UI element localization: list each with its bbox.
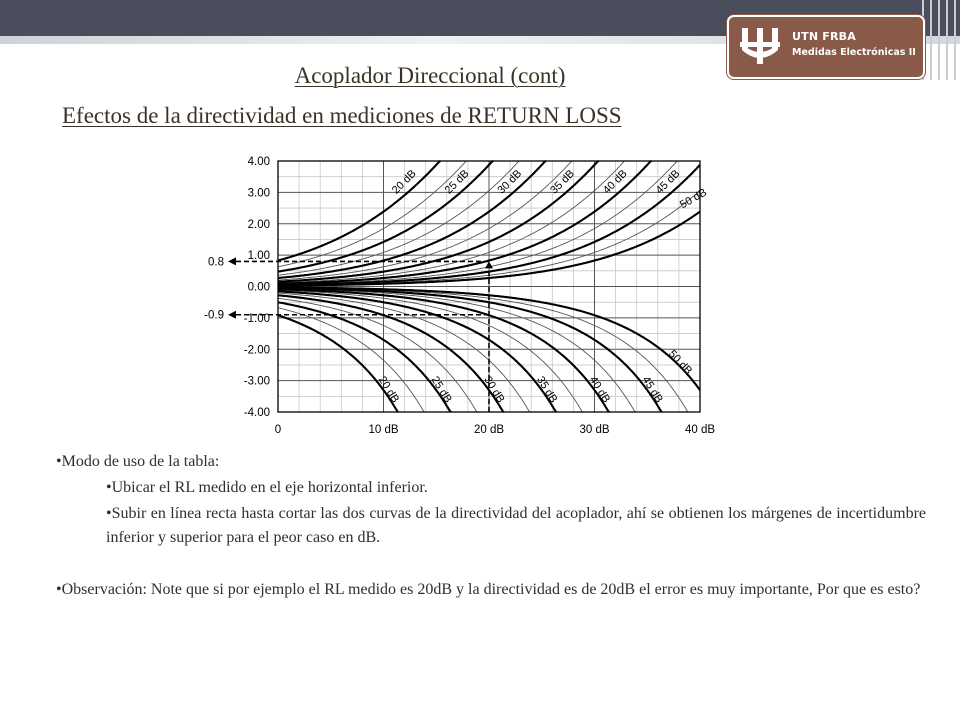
- bullet-usage-heading: •Modo de uso de la tabla:: [56, 453, 220, 470]
- lower-error-label: -0.9: [204, 309, 224, 322]
- y-tick-label: 3.00: [247, 187, 270, 200]
- series-label-lower: 25 dB: [428, 374, 454, 406]
- logo-title: UTN FRBA: [792, 30, 856, 43]
- series-label-upper: 50 dB: [678, 186, 709, 212]
- series-label-lower: 30 dB: [481, 374, 507, 406]
- series-label-upper: 30 dB: [495, 167, 525, 197]
- series-label-upper: 20 dB: [389, 167, 419, 197]
- upper-error-arrowhead: [228, 257, 236, 265]
- return-loss-chart: [0, 140, 960, 440]
- x-tick-label: 20 dB: [473, 424, 505, 436]
- utn-emblem-icon: [739, 26, 781, 66]
- y-tick-label: -3.00: [243, 375, 270, 388]
- lower-error-arrowhead: [228, 311, 236, 319]
- upper-error-label: 0.8: [208, 256, 224, 269]
- y-tick-label: -4.00: [243, 407, 270, 419]
- bullet-go-up: •Subir en línea recta hasta cortar las dos curvas de la directividad del acoplador, ahí se obtienen los márgenes de incertidumbre inferior y superior para el peor caso en dB.: [106, 505, 926, 546]
- x-tick-label: 30 dB: [579, 424, 610, 436]
- slide-subtitle: Efectos de la directividad en mediciones de RETURN LOSS: [62, 103, 622, 128]
- y-tick-label: -2.00: [243, 344, 270, 357]
- series-label-lower: 45 dB: [639, 374, 665, 406]
- series-label-upper: 35 dB: [548, 167, 577, 197]
- series-label-lower: 40 dB: [586, 374, 613, 406]
- bullet-locate-rl: •Ubicar el RL medido en el eje horizontal inferior.: [106, 479, 428, 496]
- x-tick-label: 10 dB: [368, 424, 399, 436]
- series-label-upper: 40 dB: [600, 167, 630, 197]
- x-tick-label: 0: [274, 424, 282, 436]
- y-tick-label: 1.00: [247, 250, 270, 263]
- series-label-upper: 45 dB: [653, 167, 683, 197]
- slide-title: Acoplador Direccional (cont): [294, 63, 566, 88]
- bullet-observation: •Observación: Note que si por ejemplo el RL medido es 20dB y la directividad es de 20dB el error es muy importante, Por que es esto?: [56, 581, 921, 598]
- series-label-lower: 35 dB: [534, 374, 560, 406]
- series-label-lower: 50 dB: [665, 348, 695, 378]
- y-tick-label: 2.00: [247, 218, 270, 231]
- y-tick-label: 0.00: [247, 281, 270, 294]
- y-tick-label: -1.00: [243, 312, 270, 325]
- y-tick-label: 4.00: [247, 156, 270, 168]
- logo-subtitle: Medidas Electrónicas II: [792, 47, 916, 58]
- x-tick-label: 40 dB: [684, 424, 716, 436]
- series-label-upper: 25 dB: [442, 167, 472, 197]
- series-label-lower: 20 dB: [375, 374, 402, 406]
